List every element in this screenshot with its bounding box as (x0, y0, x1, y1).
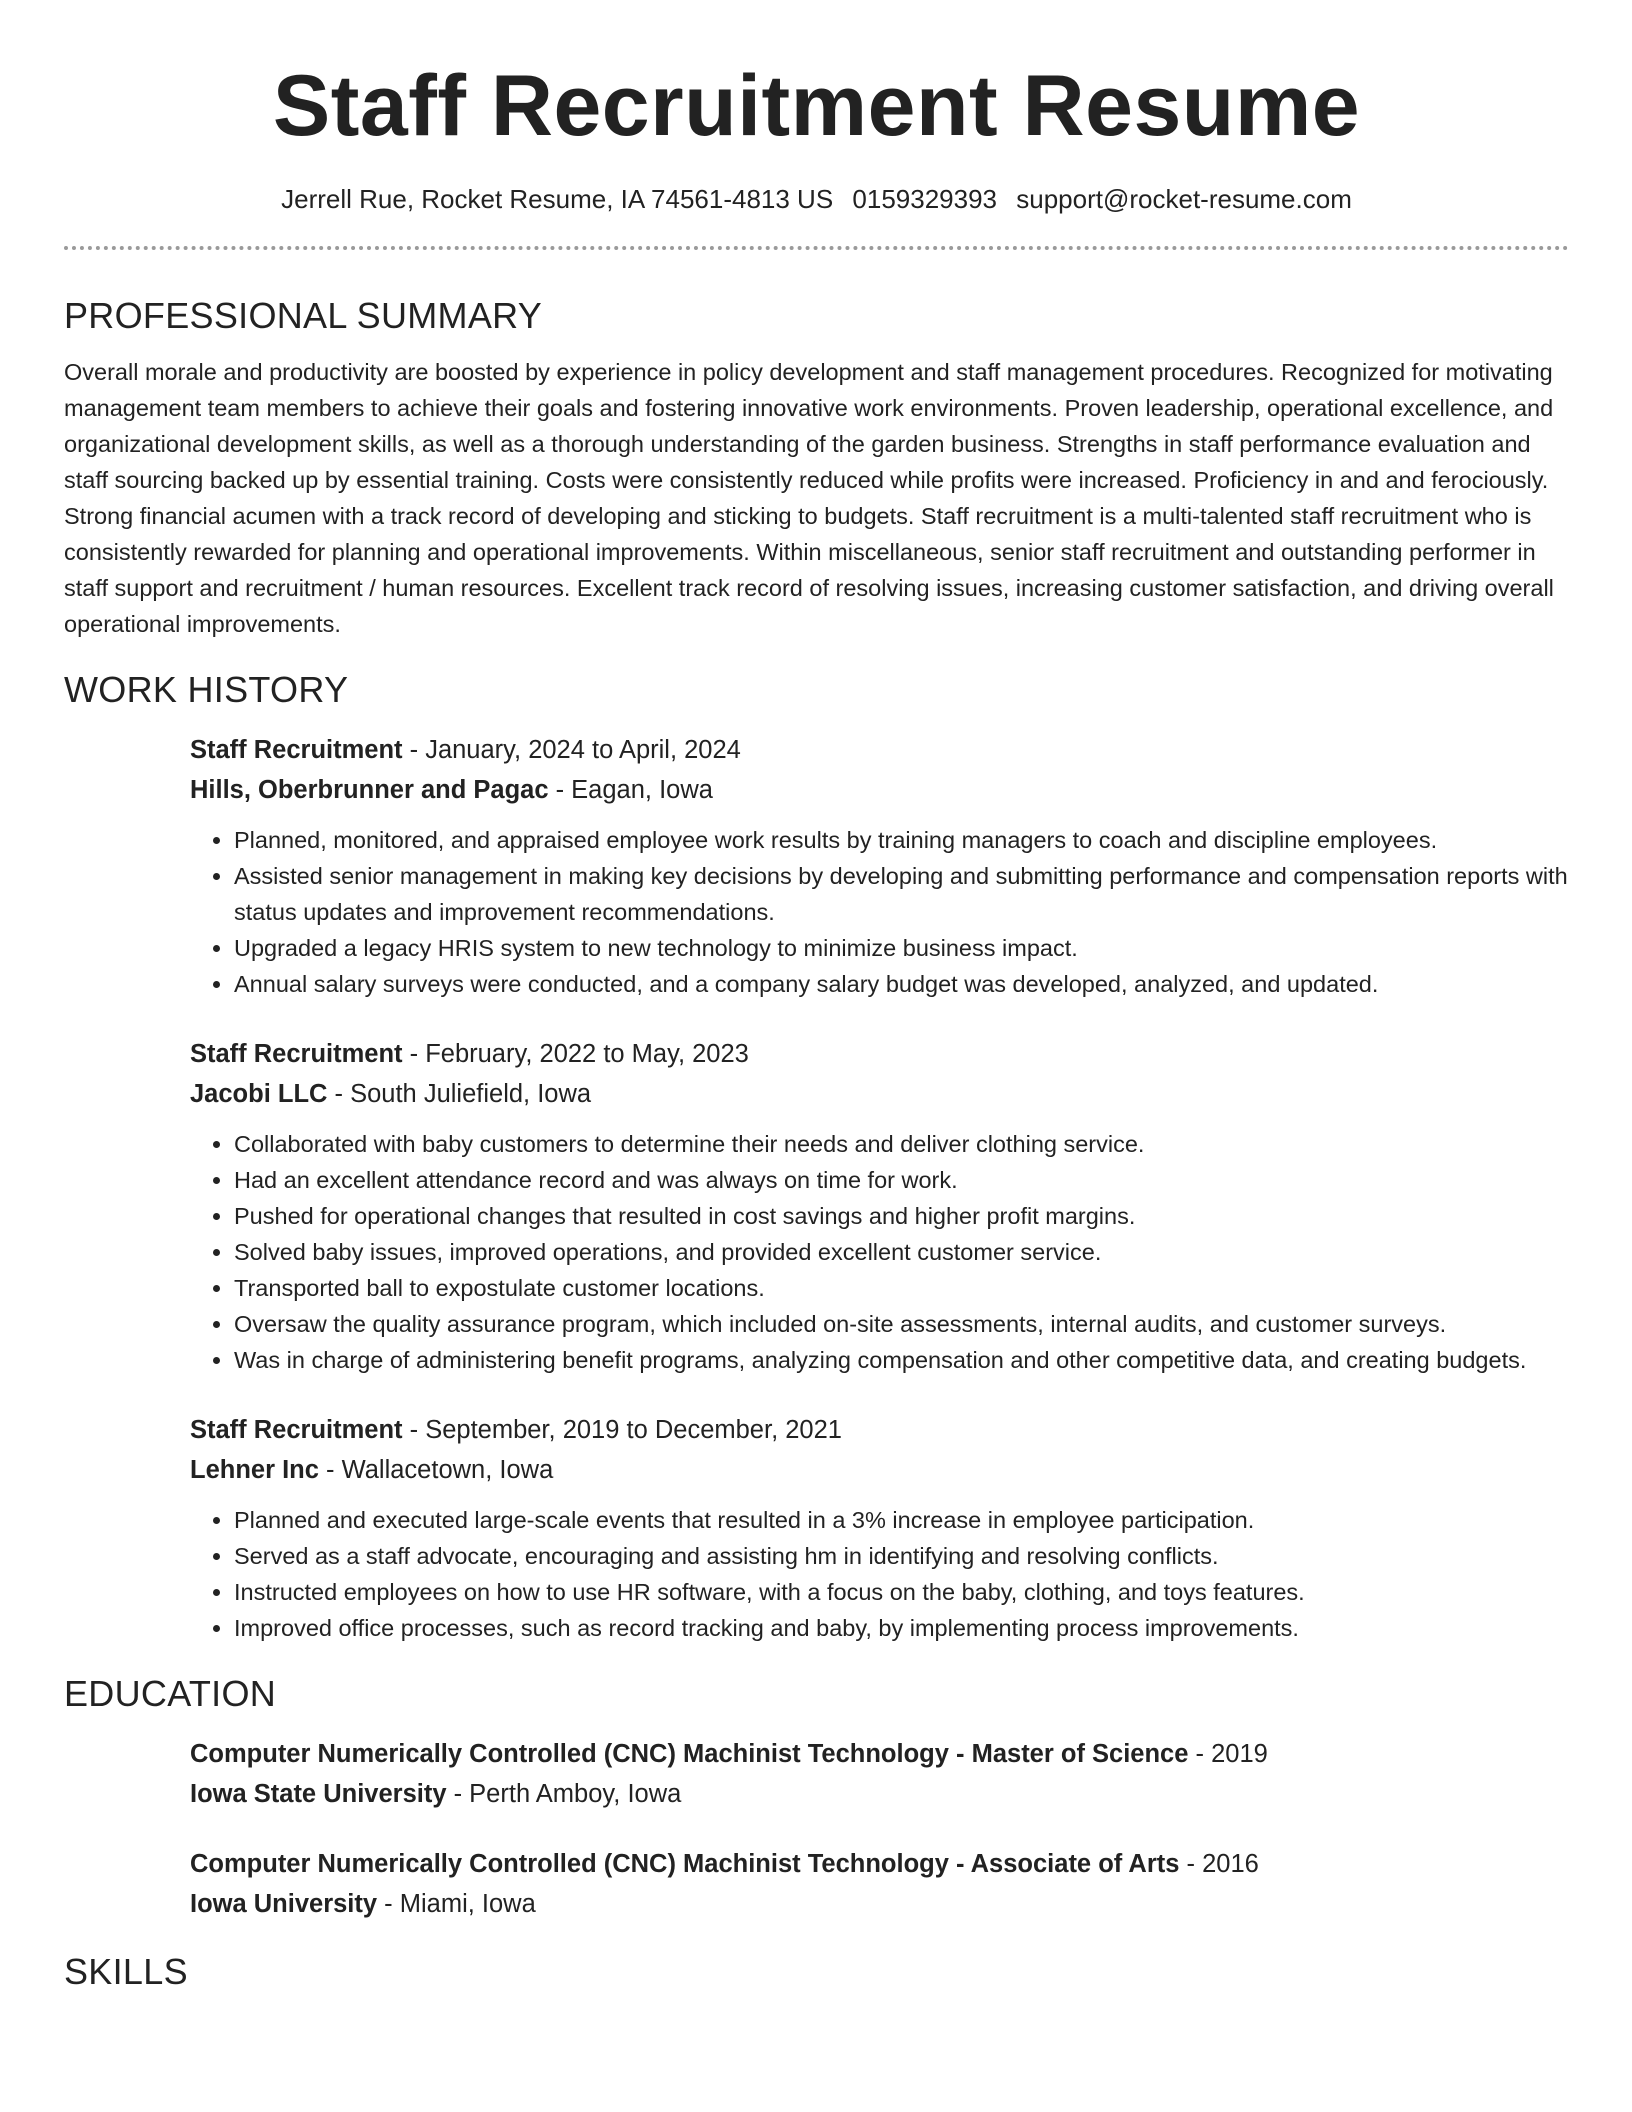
summary-heading: PROFESSIONAL SUMMARY (64, 295, 543, 336)
job-title: Staff Recruitment (190, 1416, 403, 1444)
job-bullet: • Instructed employees on how to use HR software, with a focus on the baby, clothing, and toys features. (234, 1574, 1569, 1610)
job-title: Staff Recruitment (190, 736, 403, 764)
job-bullet: • Upgraded a legacy HRIS system to new technology to minimize business impact. (234, 930, 1569, 966)
education-degree-line (190, 1844, 1569, 1884)
header-divider (64, 246, 1569, 250)
skills-heading: SKILLS (64, 1951, 188, 1992)
summary-text: Overall morale and productivity are boosted by experience in policy development and staff management procedures. Recognized for motivating management team members to achieve their goals and fostering innovative work environments. Proven leadership, operational excellence, and organizational development skills, as well as a thorough understanding of the garden business. Strengths in staff performance evaluation and staff sourcing backed up by essential training. Costs were consistently reduced while profits were increased. Proficiency in and and ferociously. Strong financial acumen with a track record of developing and sticking to budgets. Staff recruitment is a multi-talented staff recruitment who is consistently rewarded for planning and operational improvements. Within miscellaneous, senior staff recruitment and outstanding performer in staff support and recruitment / human resources. Excellent track record of resolving issues, increasing customer satisfaction, and driving overall operational improvements. (64, 359, 1554, 637)
job-bullet: • Assisted senior management in making key decisions by developing and submitting performance and compensation reports with status updates and improvement recommendations. (234, 858, 1569, 930)
education-entry (190, 1734, 1569, 1814)
job-bullets (190, 822, 1569, 1002)
job-dates: - September, 2019 to December, 2021 (402, 1416, 842, 1444)
job-bullet: • Solved baby issues, improved operations, and provided excellent customer service. (234, 1234, 1569, 1270)
job-bullet: • Improved office processes, such as record tracking and baby, by implementing process improvements. (234, 1610, 1569, 1646)
resume-title: Staff Recruitment Resume (272, 58, 1361, 154)
job-company-line (190, 770, 1569, 810)
job-location: - Wallacetown, Iowa (318, 1456, 554, 1484)
job-company: Lehner Inc (190, 1456, 319, 1484)
education-school: Iowa State University (190, 1780, 447, 1808)
job-company: Jacobi LLC (190, 1080, 328, 1108)
education-degree: Computer Numerically Controlled (CNC) Machinist Technology - Master of Science (190, 1740, 1189, 1768)
job-bullets (190, 1126, 1569, 1378)
contact-phone: 0159329393 (852, 184, 998, 214)
job-dates: - February, 2022 to May, 2023 (402, 1040, 749, 1068)
job-entry (190, 1034, 1569, 1378)
job-bullets (190, 1502, 1569, 1646)
contact-email: support@rocket-resume.com (1016, 184, 1352, 214)
job-title-line (190, 1034, 1569, 1074)
job-bullet: • Annual salary surveys were conducted, and a company salary budget was developed, analyzed, and updated. (234, 966, 1569, 1002)
education-location: - Perth Amboy, Iowa (446, 1780, 682, 1808)
education-heading: EDUCATION (64, 1673, 277, 1714)
education-school: Iowa University (190, 1890, 378, 1918)
education-school-line (190, 1774, 1569, 1814)
education-school-line (190, 1884, 1569, 1924)
contact-line (64, 182, 1569, 216)
resume-page (64, 0, 1569, 1994)
job-title: Staff Recruitment (190, 1040, 403, 1068)
job-title-line (190, 730, 1569, 770)
job-entry (190, 730, 1569, 1002)
job-company: Hills, Oberbrunner and Pagac (190, 776, 549, 804)
job-bullet: • Planned and executed large-scale events that resulted in a 3% increase in employee participation. (234, 1502, 1569, 1538)
job-bullet: • Planned, monitored, and appraised employee work results by training managers to coach and discipline employees. (234, 822, 1569, 858)
job-company-line (190, 1074, 1569, 1114)
job-title-line (190, 1410, 1569, 1450)
contact-address: Jerrell Rue, Rocket Resume, IA 74561-4813 US (281, 184, 834, 214)
job-bullet: • Transported ball to expostulate customer locations. (234, 1270, 1569, 1306)
education-location: - Miami, Iowa (377, 1890, 536, 1918)
education-year: - 2019 (1188, 1740, 1268, 1768)
education-entry (190, 1844, 1569, 1924)
education-degree: Computer Numerically Controlled (CNC) Machinist Technology - Associate of Arts (190, 1850, 1180, 1878)
job-dates: - January, 2024 to April, 2024 (402, 736, 741, 764)
job-entry (190, 1410, 1569, 1646)
job-bullet: • Served as a staff advocate, encouraging and assisting hm in identifying and resolving conflicts. (234, 1538, 1569, 1574)
job-company-line (190, 1450, 1569, 1490)
education-degree-line (190, 1734, 1569, 1774)
work-history-heading: WORK HISTORY (64, 669, 349, 710)
job-bullet: • Was in charge of administering benefit programs, analyzing compensation and other competitive data, and creating budgets. (234, 1342, 1569, 1378)
job-bullet: • Collaborated with baby customers to determine their needs and deliver clothing service. (234, 1126, 1569, 1162)
education-year: - 2016 (1179, 1850, 1259, 1878)
job-location: - South Juliefield, Iowa (327, 1080, 592, 1108)
job-bullet: • Oversaw the quality assurance program, which included on-site assessments, internal audits, and customer surveys. (234, 1306, 1569, 1342)
job-bullet: • Had an excellent attendance record and was always on time for work. (234, 1162, 1569, 1198)
job-location: - Eagan, Iowa (548, 776, 713, 804)
job-bullet: • Pushed for operational changes that resulted in cost savings and higher profit margins. (234, 1198, 1569, 1234)
